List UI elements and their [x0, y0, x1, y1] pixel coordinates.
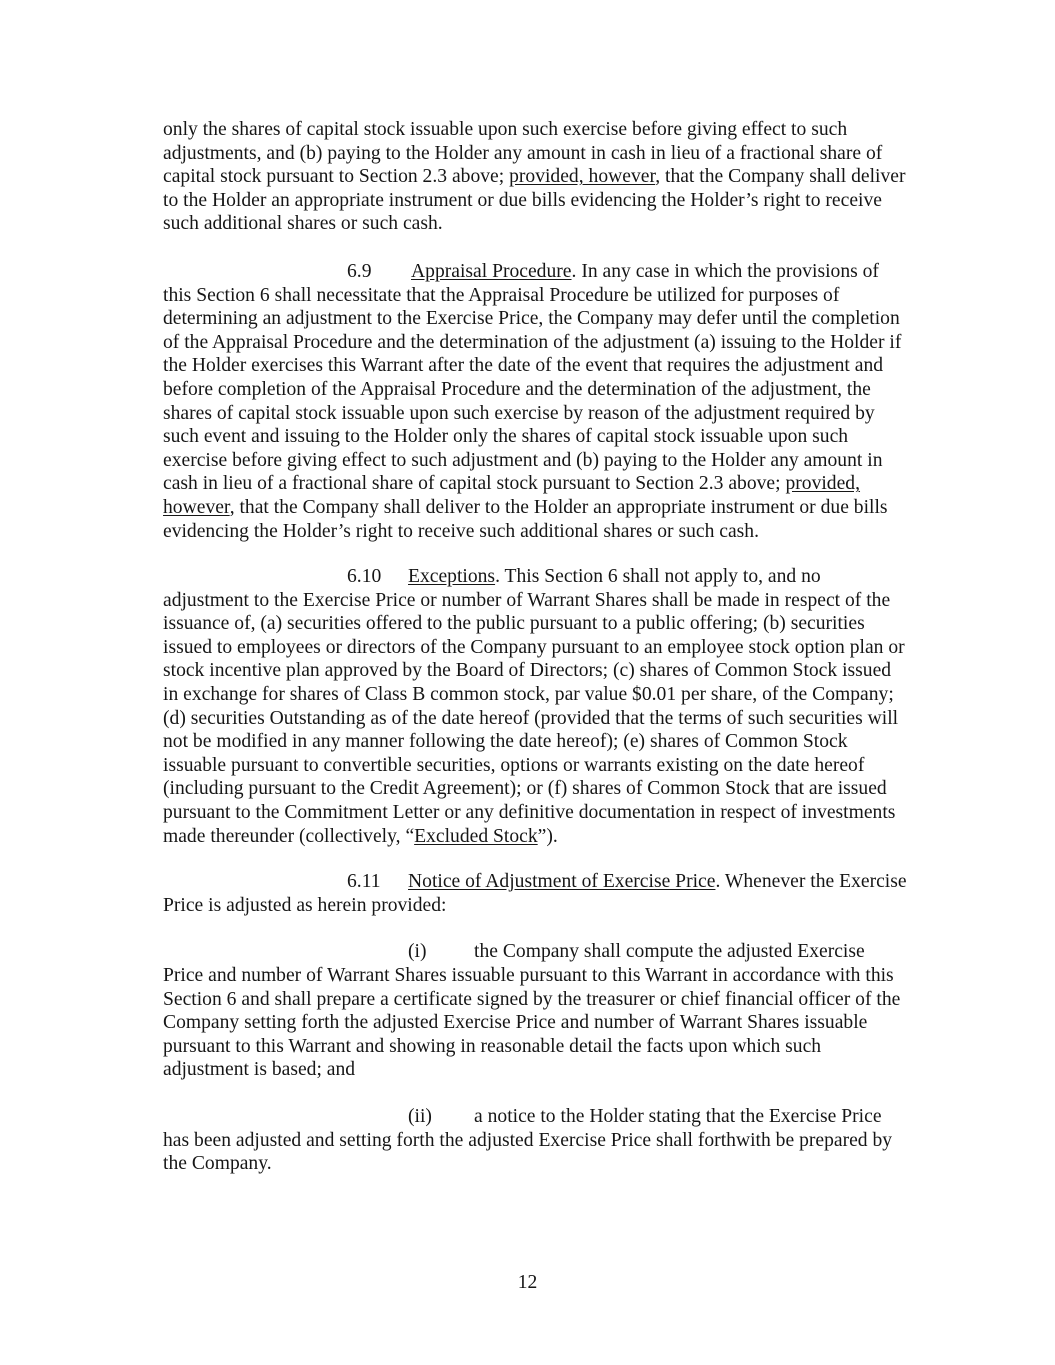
- subsection-text: a notice to the Holder stating that the Exercise Price has been adjusted and setting forth the adjusted Exercise Price shall forthwith be prepared by the Company.: [163, 1105, 893, 1175]
- section-text: . In any case in which the provisions of this Section 6 shall necessitate that the Appraisal Procedure be utilized for purposes of determining an adjustment to the Exercise Price, the Company may defer until the completion of the Appraisal Procedure and the determination of the adjustment (a) issuing to the Holder if the Holder exercises this Warrant after the date of the event that requires the adjustment and before completion of the Appraisal Procedure and the determination of the adjustment, the shares of capital stock issuable upon such exercise by reason of the adjustment required by such event and issuing to the Holder only the shares of capital stock issuable upon such exercise before giving effect to such adjustment and (b) paying to the Holder any amount in cash in lieu of a fractional share of capital stock pursuant to Section 2.3 above;: [163, 260, 902, 495]
- paragraph-text: , that the Company shall deliver to the Holder an appropriate instrument or due bills evidencing the Holder’s right to receive such additional shares or such cash.: [163, 166, 906, 235]
- paragraph-text: only the shares of capital stock issuable upon such exercise before giving effect to such adjustments, and (b) paying to the Holder any amount in cash in lieu of a fractional share of capital stock pursuant to Section 2.3 above;: [163, 119, 883, 188]
- section-heading: Appraisal Procedure: [411, 260, 572, 282]
- section-text: ”).: [537, 825, 558, 847]
- subsection-ii: [163, 1105, 908, 1176]
- excluded-stock-term: Excluded Stock: [414, 825, 538, 847]
- subsection-i: [163, 940, 908, 1082]
- subsection-number: (i): [408, 941, 427, 963]
- section-6-10: [163, 565, 908, 848]
- section-text: . This Section 6 shall not apply to, and no adjustment to the Exercise Price or number of Warrant Shares shall be made in respect of the issuance of, (a) securities offered to the public pursuant to a public offering; (b) securities issued to employees or directors of the Company pursuant to an employee stock option plan or stock incentive plan approved by the Board of Directors; (c) shares of Common Stock issued in exchange for shares of Class B common stock, par value $0.01 per share, of the Company; (d) securities Outstanding as of the date hereof (provided that the terms of such securities will not be modified in any manner following the date hereof); (e) shares of Common Stock issuable pursuant to convertible securities, options or warrants existing on the date hereof (including pursuant to the Credit Agreement); or (f) shares of Common Stock that are issued pursuant to the Commitment Letter or any definitive documentation in respect of investments made thereunder (collectively, “: [163, 566, 905, 847]
- provided-however-term: provided, however: [163, 473, 861, 518]
- subsection-number: (ii): [408, 1105, 432, 1127]
- section-text: , that the Company shall deliver to the Holder an appropriate instrument or due bills evidencing the Holder’s right to receive such additional shares or such cash.: [163, 496, 888, 542]
- page-number: 12: [517, 1272, 538, 1293]
- section-number: 6.11: [347, 871, 381, 893]
- section-number: 6.10: [347, 566, 382, 588]
- provided-however-term: provided, however: [509, 166, 656, 188]
- section-6-9: [163, 260, 908, 543]
- section-text: . Whenever the Exercise Price is adjusted as herein provided:: [163, 871, 907, 916]
- section-6-11: [163, 870, 908, 917]
- section-heading: Notice of Adjustment of Exercise Price: [408, 871, 716, 893]
- document-page: [163, 118, 908, 1176]
- subsection-text: the Company shall compute the adjusted Exercise Price and number of Warrant Shares issuable pursuant to this Warrant in accordance with this Section 6 and shall prepare a certificate signed by the treasurer or chief financial officer of the Company setting forth the adjusted Exercise Price and number of Warrant Shares issuable pursuant to this Warrant and showing in reasonable detail the facts upon which such adjustment is based; and: [163, 941, 901, 1081]
- paragraph-continuation: [163, 118, 908, 236]
- section-heading: Exceptions: [408, 566, 496, 588]
- section-number: 6.9: [347, 260, 372, 282]
